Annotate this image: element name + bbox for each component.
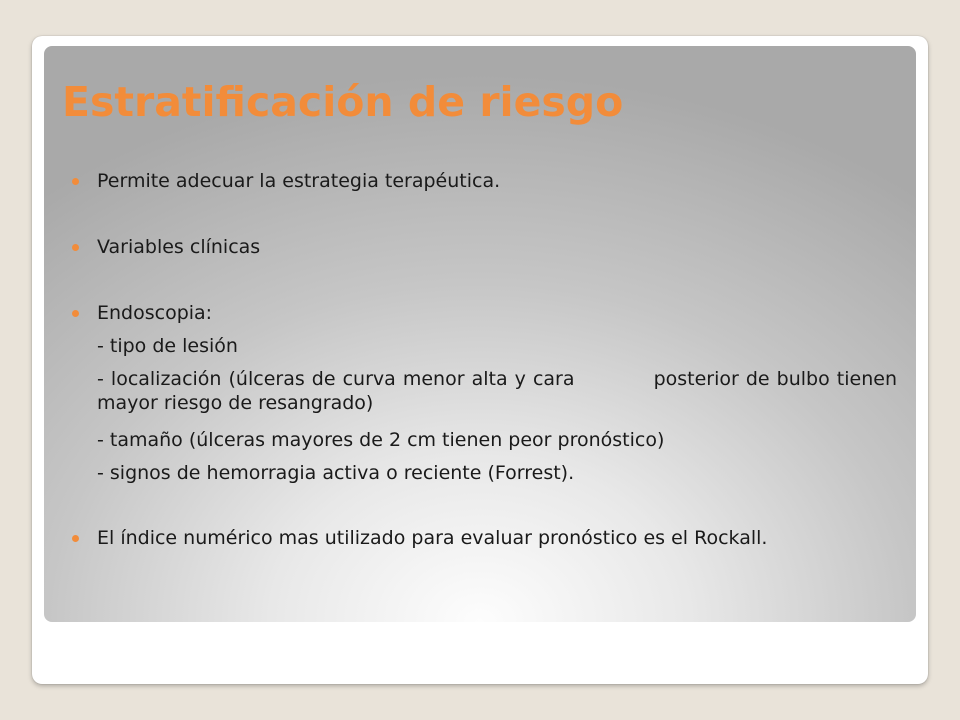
bullet-text: El índice numérico mas utilizado para evaluar pronóstico es el Rockall. — [97, 527, 768, 549]
bullet-dot-icon — [72, 244, 79, 251]
slide-title: Estratificación de riesgo — [62, 78, 624, 126]
bullet-dot-icon — [72, 178, 79, 185]
sub-item-text: - localización (úlceras de curva menor alta y cara — [97, 368, 575, 390]
sub-item: - tipo de lesión — [97, 335, 238, 357]
bullet-item — [97, 235, 897, 259]
bullet-text: Permite adecuar la estrategia terapéutica. — [97, 170, 501, 192]
bullet-dot-icon — [72, 535, 79, 542]
sub-item: - tamaño (úlceras mayores de 2 cm tienen peor pronóstico) — [97, 429, 665, 451]
bullet-item — [97, 526, 897, 550]
bullet-item — [97, 169, 897, 193]
sub-item — [97, 367, 897, 415]
bullet-item — [97, 301, 897, 325]
bullet-text: Variables clínicas — [97, 236, 261, 258]
sub-item-text: posterior de bulbo tienen mayor riesgo de resangrado) — [97, 368, 897, 414]
bullet-dot-icon — [72, 310, 79, 317]
bullet-text: Endoscopia: — [97, 302, 213, 324]
sub-item: - signos de hemorragia activa o reciente (Forrest). — [97, 462, 575, 484]
